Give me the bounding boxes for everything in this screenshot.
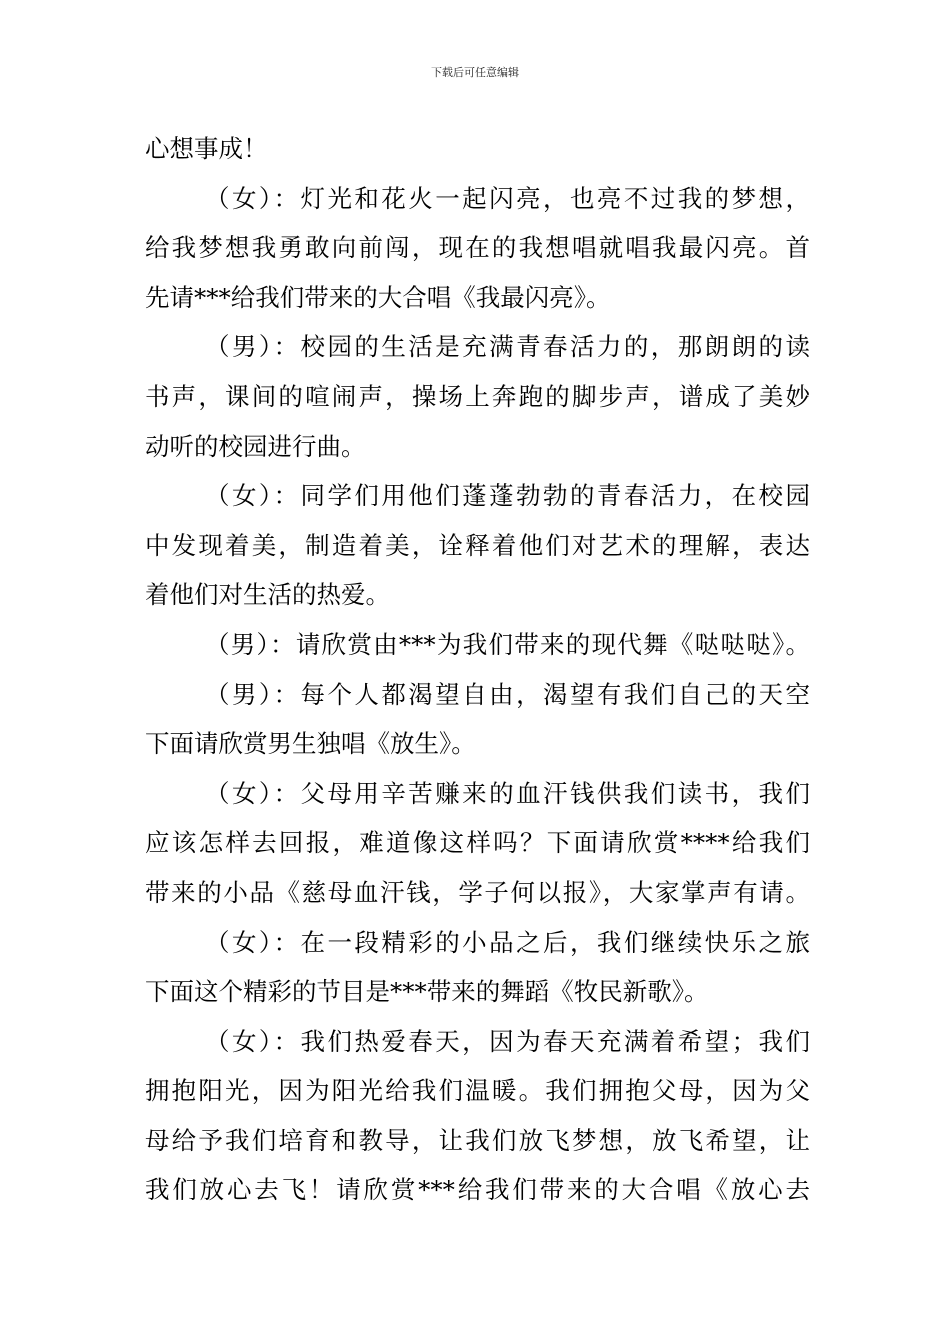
text-line: 下面请欣赏男生独唱《放生》。 [145,729,476,759]
text-line: 下面这个精彩的节目是***带来的舞蹈《牧民新歌》。 [145,977,709,1007]
text-line: （女）：父母用辛苦赚来的血汗钱供我们读书，我们 [205,778,810,808]
text-line: （男）：校园的生活是充满青春活力的，那朗朗的读 [205,332,810,362]
text-line: （女）：我们热爱春天，因为春天充满着希望；我们 [205,1026,810,1056]
text-line: （女）：同学们用他们蓬蓬勃勃的青春活力，在校园 [205,481,810,511]
text-line: 母给予我们培育和教导，让我们放飞梦想，放飞希望，让 [145,1125,810,1155]
text-line: 应该怎样去回报，难道像这样吗？下面请欣赏****给我们 [145,828,810,858]
text-line: 先请***给我们带来的大合唱《我最闪亮》。 [145,282,611,312]
text-line: 带来的小品《慈母血汗钱，学子何以报》，大家掌声有请。 [145,877,810,907]
text-line: （女）：灯光和花火一起闪亮，也亮不过我的梦想， [205,183,810,213]
text-line: 给我梦想我勇敢向前闯，现在的我想唱就唱我最闪亮。首 [145,233,810,263]
text-line: 中发现着美，制造着美，诠释着他们对艺术的理解，表达 [145,530,810,560]
text-line: 动听的校园进行曲。 [145,431,366,461]
page-header: 下载后可任意编辑 [431,66,519,79]
text-line: （男）：每个人都渴望自由，渴望有我们自己的天空 [205,679,810,709]
document-body [145,124,810,1215]
text-line: 心想事成！ [145,134,268,163]
text-line: 书声，课间的喧闹声，操场上奔跑的脚步声，谱成了美妙 [145,381,810,411]
text-line: （男）：请欣赏由***为我们带来的现代舞《哒哒哒》。 [205,629,810,659]
text-line: 我们放心去飞！请欣赏***给我们带来的大合唱《放心去 [145,1175,810,1205]
text-line: （女）：在一段精彩的小品之后，我们继续快乐之旅 [205,927,810,957]
text-line: 着他们对生活的热爱。 [145,580,390,610]
text-line: 拥抱阳光，因为阳光给我们温暖。我们拥抱父母，因为父 [145,1076,810,1106]
